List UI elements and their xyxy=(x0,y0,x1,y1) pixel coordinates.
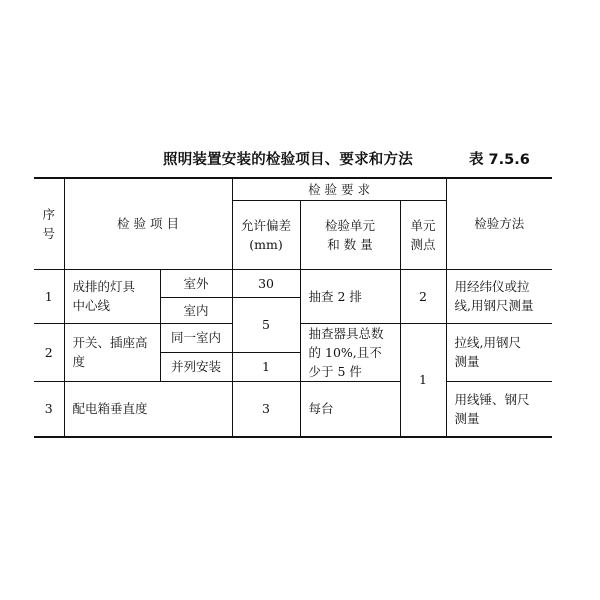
table-title: 照明装置安装的检验项目、要求和方法 xyxy=(163,152,413,168)
row2-unit: 抽查器具总数 的 10%,且不 少于 5 件 xyxy=(300,323,400,381)
inspection-table xyxy=(34,177,552,438)
header-unit-qty: 检验单元 和 数 量 xyxy=(300,200,400,269)
header-item: 检 验 项 目 xyxy=(64,178,232,269)
row1-item: 成排的灯具 中心线 xyxy=(64,269,160,323)
row3-tol: 3 xyxy=(232,381,300,437)
row2-item: 开关、插座高 度 xyxy=(64,323,160,381)
row23-points: 1 xyxy=(400,323,446,437)
table-row xyxy=(34,381,552,437)
row1-tol-outdoor: 30 xyxy=(232,269,300,297)
table-number: 表 7.5.6 xyxy=(469,152,530,168)
table-caption xyxy=(0,148,600,170)
row3-item: 配电箱垂直度 xyxy=(64,381,232,437)
row3-unit: 每台 xyxy=(300,381,400,437)
row2-tol-parallel: 1 xyxy=(232,353,300,382)
row2-method: 拉线,用钢尺 测量 xyxy=(446,323,552,381)
header-tolerance: 允许偏差 (mm) xyxy=(232,200,300,269)
row3-seq: 3 xyxy=(34,381,64,437)
row1-points: 2 xyxy=(400,269,446,323)
row1-unit: 抽查 2 排 xyxy=(300,269,400,323)
row1-seq: 1 xyxy=(34,269,64,323)
header-method: 检验方法 xyxy=(446,178,552,269)
row1-sub-outdoor: 室外 xyxy=(160,269,232,297)
row2-sub-same: 同一室内 xyxy=(160,323,232,353)
row1-method: 用经纬仪或拉 线,用钢尺测量 xyxy=(446,269,552,323)
row2-tol-shared: 5 xyxy=(232,297,300,353)
header-row-top xyxy=(34,178,552,200)
row3-method: 用线锤、钢尺 测量 xyxy=(446,381,552,437)
row2-sub-parallel: 并列安装 xyxy=(160,353,232,382)
header-points: 单元 测点 xyxy=(400,200,446,269)
header-seq: 序号 xyxy=(34,178,64,269)
row2-seq: 2 xyxy=(34,323,64,381)
table-row xyxy=(34,269,552,297)
row1-sub-indoor: 室内 xyxy=(160,297,232,323)
header-requirements: 检 验 要 求 xyxy=(232,178,446,200)
